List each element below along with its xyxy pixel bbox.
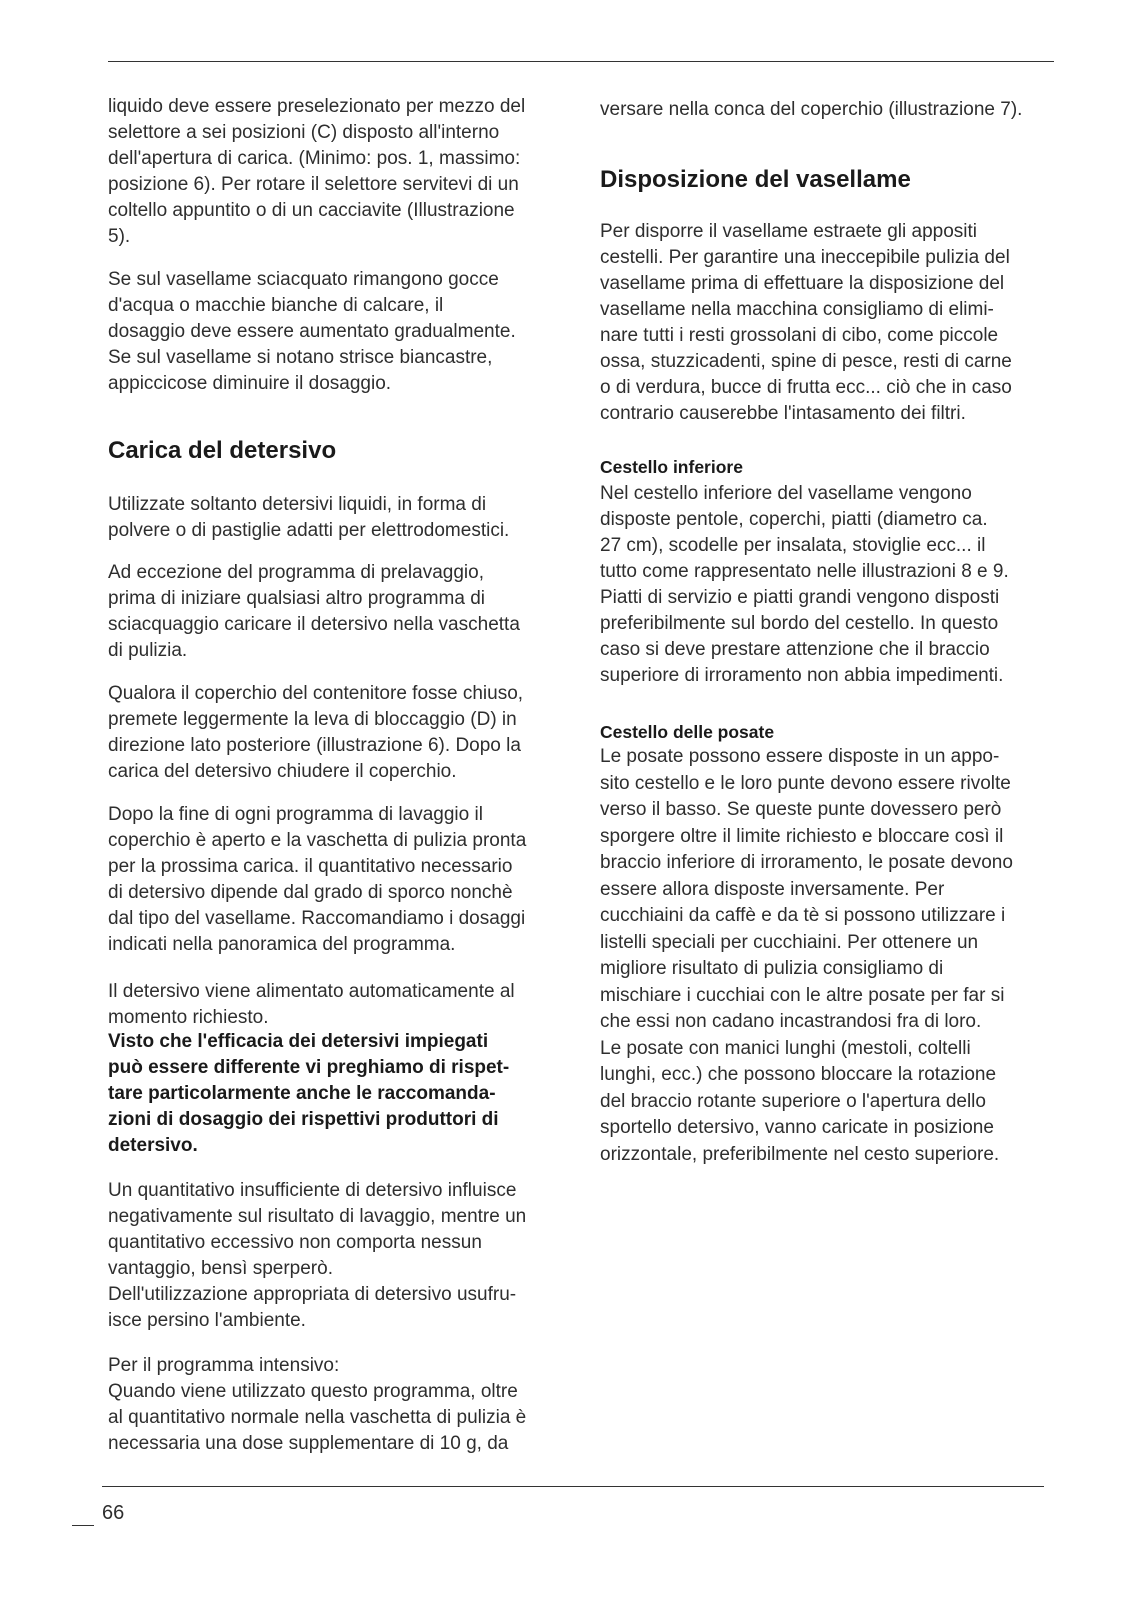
paragraph xyxy=(108,979,515,1031)
text-line: cucchiaini da caffè e da tè si possono utilizzare i xyxy=(600,905,1006,926)
paragraph xyxy=(600,219,1012,427)
text-line: dell'apertura di carica. (Minimo: pos. 1, massimo: xyxy=(108,148,521,169)
paragraph xyxy=(108,94,525,250)
text-line: di pulizia. xyxy=(108,640,188,661)
text-line: vasellame prima di effettuare la disposizione del xyxy=(600,273,1005,294)
text-line: per la prossima carica. il quantitativo necessario xyxy=(108,856,513,877)
text-line: Un quantitativo insufficiente di detersivo influisce xyxy=(108,1180,517,1201)
text-line: premete leggermente la leva di bloccaggio (D) in xyxy=(108,709,517,730)
text-line: negativamente sul risultato di lavaggio, mentre un xyxy=(108,1206,527,1227)
text-line: sportello detersivo, vanno caricate in posizione xyxy=(600,1117,994,1138)
top-rule xyxy=(108,61,1054,62)
text-line: che essi non cadano incastrandosi fra di loro. xyxy=(600,1011,982,1032)
text-line: Quando viene utilizzato questo programma, oltre xyxy=(108,1381,518,1402)
text-line: Le posate possono essere disposte in un appo- xyxy=(600,746,1000,767)
text-line: d'acqua o macchie bianche di calcare, il xyxy=(108,295,444,316)
text-line: direzione lato posteriore (illustrazione 6). Dopo la xyxy=(108,735,521,756)
text-line: al quantitativo normale nella vaschetta di pulizia è xyxy=(108,1407,527,1428)
text-line: verso il basso. Se queste punte dovessero però xyxy=(600,799,1002,820)
text-line: Le posate con manici lunghi (mestoli, coltelli xyxy=(600,1037,971,1059)
text-line: carica del detersivo chiudere il coperchio. xyxy=(108,761,457,782)
text-line: può essere differente vi preghiamo di rispet- xyxy=(108,1057,510,1078)
text-line: ossa, stuzzicadenti, spine di pesce, resti di carne xyxy=(600,351,1012,372)
paragraph xyxy=(108,1353,526,1457)
paragraph xyxy=(108,492,509,544)
page-number: 66 xyxy=(102,1502,125,1524)
paragraph xyxy=(108,802,526,958)
text-line: polvere o di pastiglie adatti per elettrodomestici. xyxy=(108,520,510,541)
text-line: di detersivo dipende dal grado di sporco nonchè xyxy=(108,882,513,903)
paragraph xyxy=(108,560,520,664)
text-line: superiore di irroramento non abbia impedimenti. xyxy=(600,665,1004,686)
text-line: sciacquaggio caricare il detersivo nella vaschetta xyxy=(108,614,520,635)
text-line: del braccio rotante superiore o l'apertura dello xyxy=(600,1090,986,1112)
text-line: isce persino l'ambiente. xyxy=(108,1310,306,1331)
paragraph xyxy=(108,267,516,397)
text-line: dal tipo del vasellame. Raccomandiamo i dosaggi xyxy=(108,908,526,929)
text-line: versare nella conca del coperchio (illustrazione 7). xyxy=(600,99,1023,120)
text-line: Per il programma intensivo: xyxy=(108,1355,340,1376)
text-line: momento richiesto. xyxy=(108,1007,269,1028)
text-line: tutto come rappresentato nelle illustrazioni 8 e 9. xyxy=(600,561,1009,582)
text-line: Se sul vasellame sciacquato rimangono gocce xyxy=(108,269,499,290)
text-line: Qualora il coperchio del contenitore fosse chiuso, xyxy=(108,683,524,704)
text-line: prima di iniziare qualsiasi altro programma di xyxy=(108,588,485,609)
text-line: appiccicose diminuire il dosaggio. xyxy=(108,373,392,394)
text-line: vasellame nella macchina consigliamo di elimi- xyxy=(600,299,994,320)
text-line: listelli speciali per cucchiaini. Per ottenere un xyxy=(600,931,979,953)
text-line: Utilizzate soltanto detersivi liquidi, in forma di xyxy=(108,494,487,515)
subsection-heading: Cestello inferiore xyxy=(600,457,743,477)
text-line: quantitativo eccessivo non comporta nessun xyxy=(108,1232,482,1253)
text-line: cestelli. Per garantire una ineccepibile pulizia del xyxy=(600,247,1010,268)
text-line: lunghi, ecc.) che possono bloccare la rotazione xyxy=(600,1064,997,1085)
paragraph xyxy=(600,481,1009,689)
paragraph xyxy=(108,1178,526,1334)
text-line: o di verdura, bucce di frutta ecc... ciò che in caso xyxy=(600,377,1012,398)
text-line: vantaggio, bensì sperperò. xyxy=(108,1258,333,1279)
subsection-heading: Cestello delle posate xyxy=(600,722,775,742)
text-line: migliore risultato di pulizia consigliamo di xyxy=(600,958,944,979)
text-line: sporgere oltre il limite richiesto e bloccare così il xyxy=(600,825,1004,847)
paragraph xyxy=(600,744,1013,1168)
text-line: Se sul vasellame si notano strisce biancastre, xyxy=(108,347,493,368)
text-line: Dopo la fine di ogni programma di lavaggio il xyxy=(108,804,483,825)
text-line: tare particolarmente anche le raccomanda- xyxy=(108,1083,496,1104)
text-line: Dell'utilizzazione appropriata di detersivo usufru- xyxy=(108,1284,517,1305)
text-line: Visto che l'efficacia dei detersivi impiegati xyxy=(108,1031,489,1052)
text-line: selettore a sei posizioni (C) disposto all'interno xyxy=(108,122,500,143)
bold-paragraph xyxy=(108,1029,509,1159)
text-line: nare tutti i resti grossolani di cibo, come piccole xyxy=(600,325,999,346)
text-line: mischiare i cucchiai con le altre posate per far si xyxy=(600,984,1005,1006)
text-line: detersivo. xyxy=(108,1135,198,1156)
text-line: braccio inferiore di irroramento, le posate devono xyxy=(600,852,1013,873)
paragraph xyxy=(600,97,1022,123)
section-heading: Disposizione del vasellame xyxy=(600,166,911,193)
text-line: posizione 6). Per rotare il selettore servitevi di un xyxy=(108,174,519,195)
text-line: dosaggio deve essere aumentato gradualmente. xyxy=(108,321,516,342)
text-line: liquido deve essere preselezionato per mezzo del xyxy=(108,96,526,117)
text-line: Per disporre il vasellame estraete gli appositi xyxy=(600,221,978,242)
text-line: orizzontale, preferibilmente nel cesto superiore. xyxy=(600,1143,1000,1165)
text-line: caso si deve prestare attenzione che il braccio xyxy=(600,639,990,660)
text-line: sito cestello e le loro punte devono essere rivolte xyxy=(600,772,1011,794)
paragraph xyxy=(108,681,523,785)
text-line: coltello appuntito o di un cacciavite (Illustrazione xyxy=(108,200,515,221)
section-heading: Carica del detersivo xyxy=(108,437,337,464)
text-line: disposte pentole, coperchi, piatti (diametro ca. xyxy=(600,509,988,530)
text-line: contrario causerebbe l'intasamento dei filtri. xyxy=(600,403,966,424)
bottom-rule xyxy=(102,1486,1044,1487)
text-line: Il detersivo viene alimentato automaticamente al xyxy=(108,981,515,1002)
text-line: Piatti di servizio e piatti grandi vengono disposti xyxy=(600,587,1000,608)
text-line: 27 cm), scodelle per insalata, stoviglie ecc... il xyxy=(600,535,986,556)
text-line: indicati nella panoramica del programma. xyxy=(108,934,456,955)
text-line: 5). xyxy=(108,226,131,247)
text-line: Ad eccezione del programma di prelavaggio, xyxy=(108,562,484,583)
page-number-dash xyxy=(72,1525,94,1526)
text-line: Nel cestello inferiore del vasellame vengono xyxy=(600,483,972,504)
text-line: essere allora disposte inversamente. Per xyxy=(600,878,945,900)
text-line: necessaria una dose supplementare di 10 g, da xyxy=(108,1433,509,1454)
text-line: zioni di dosaggio dei rispettivi produttori di xyxy=(108,1109,499,1130)
text-line: coperchio è aperto e la vaschetta di pulizia pronta xyxy=(108,830,527,851)
text-line: preferibilmente sul bordo del cestello. In questo xyxy=(600,613,999,634)
